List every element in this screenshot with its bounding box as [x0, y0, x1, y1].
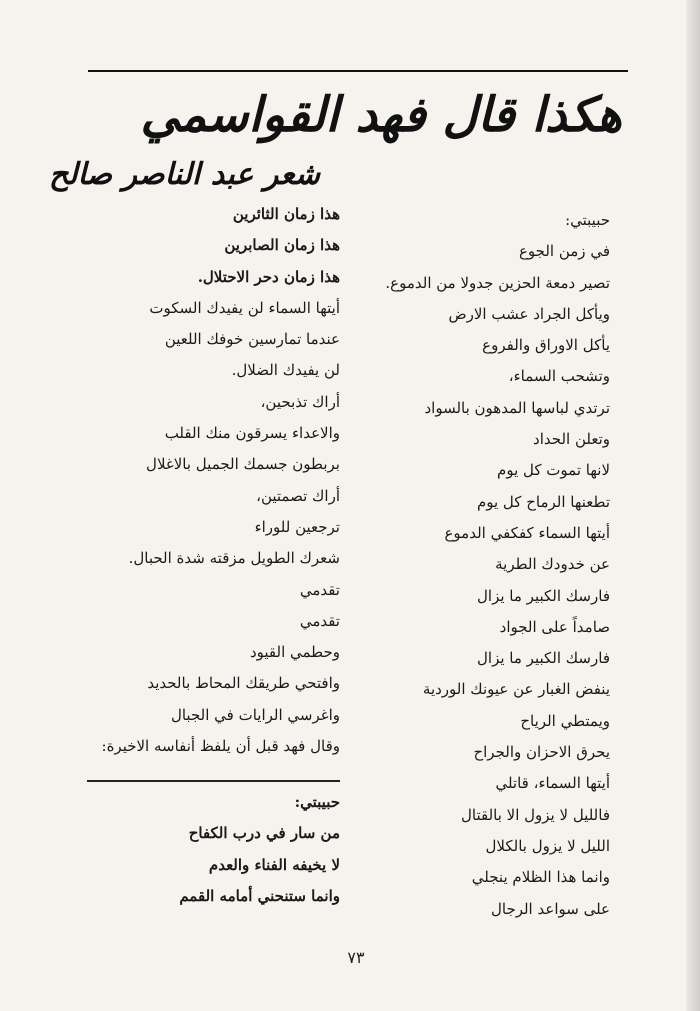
- verse-line: لانها تموت كل يوم: [497, 461, 610, 480]
- verse-line: ترجعين للوراء: [254, 517, 340, 536]
- verse-line: لا يخيفه الفناء والعدم: [208, 855, 340, 874]
- verse-line: وافتحي طريقك المحاط بالحديد: [147, 674, 340, 693]
- verse-line: والاعداء يسرقون منك القلب: [164, 424, 340, 443]
- verse-line: لن يفيدك الضلال.: [231, 361, 340, 380]
- verse-line: أيتها السماء لن يفيدك السكوت: [149, 298, 340, 317]
- left-column: [80, 199, 340, 762]
- verse-line: هذا زمان دحر الاحتلال.: [197, 267, 340, 286]
- verse-line: حبيبتي:: [294, 793, 340, 811]
- verse-line: وتشحب السماء،: [508, 367, 610, 386]
- verse-line: وحطمي القيود: [249, 643, 340, 662]
- verse-line: في زمن الجوع: [518, 242, 610, 261]
- page-edge-shadow: [686, 0, 700, 1011]
- page-number: ٧٣: [347, 948, 365, 967]
- verse-line: ويمتطي الرياح: [520, 711, 610, 730]
- verse-line: فارسك الكبير ما يزال: [477, 586, 610, 605]
- verse-line: فارسك الكبير ما يزال: [477, 649, 610, 668]
- poem-title: هكذا قال فهد القواسمي: [140, 87, 622, 143]
- verse-line: يحرق الاحزان والجراح: [473, 743, 610, 762]
- poem-author: شعر عبد الناصر صالح: [48, 157, 320, 192]
- verse-line: على سواعد الرجال: [490, 899, 610, 918]
- verse-line: وانما هذا الظلام ينجلي: [471, 868, 610, 887]
- verse-line: حبيبتي:: [565, 211, 610, 229]
- verse-line: أراك تصمتين،: [256, 486, 340, 505]
- verse-line: فالليل لا يزول الا بالقتال: [460, 805, 610, 824]
- verse-line: أراك تذبحين،: [260, 392, 340, 411]
- verse-line: تصير دمعة الحزين جدولا من الدموع.: [385, 273, 610, 292]
- section-divider: [87, 780, 340, 782]
- verse-line: أيتها السماء كفكفي الدموع: [444, 523, 610, 542]
- verse-line: وتعلن الحداد: [533, 430, 610, 449]
- verse-line: عن خدودك الطرية: [495, 555, 610, 574]
- verse-line-narration: وقال فهد قبل أن يلفظ أنفاسه الاخيرة:: [101, 737, 340, 756]
- verse-line: ينفض الغبار عن عيونك الوردية: [422, 680, 610, 699]
- verse-line: أيتها السماء، قاتلي: [495, 774, 610, 793]
- verse-line: صامداً على الجواد: [499, 617, 610, 636]
- left-column-final: [80, 787, 340, 912]
- verse-line: بربطون جسمك الجميل بالاغلال: [146, 455, 340, 474]
- top-rule: [88, 70, 628, 72]
- verse-line: يأكل الاوراق والفروع: [482, 336, 610, 355]
- verse-line: ويأكل الجراد عشب الارض: [448, 304, 610, 323]
- verse-line: واغرسي الرايات في الجبال: [170, 705, 340, 724]
- verse-line: عندما تمارسين خوفك اللعين: [164, 330, 340, 349]
- verse-line: ترتدي لباسها المدهون بالسواد: [424, 398, 610, 417]
- verse-line: وانما ستنحني أمامه القمم: [179, 886, 340, 905]
- verse-line: تقدمي: [299, 611, 340, 630]
- verse-line: تقدمي: [299, 580, 340, 599]
- verse-line: من سار في درب الكفاح: [188, 824, 340, 843]
- verse-line: تطعنها الرماح كل يوم: [476, 492, 610, 511]
- verse-line: هذا زمان الصابرين: [224, 236, 340, 255]
- verse-line: الليل لا يزول بالكلال: [485, 836, 610, 855]
- verse-line: هذا زمان الثائرين: [232, 205, 340, 223]
- right-column: [310, 205, 610, 925]
- verse-line: شعرك الطويل مزقته شدة الحبال.: [128, 549, 340, 568]
